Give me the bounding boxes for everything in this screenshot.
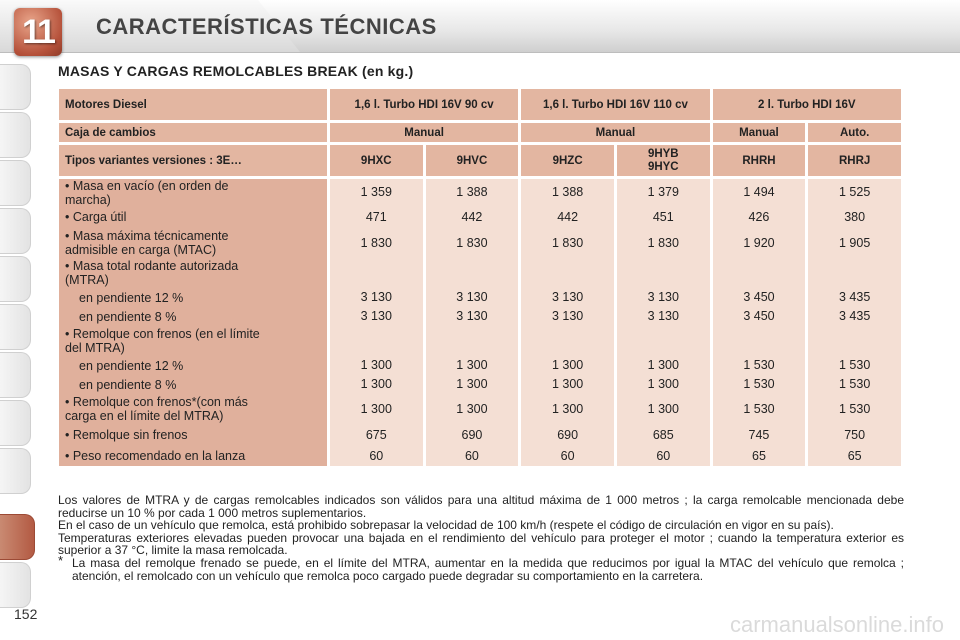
gearbox-header: Auto. (808, 123, 901, 142)
variant-header: 9HYB 9HYC (617, 145, 710, 176)
section-title: MASAS Y CARGAS REMOLCABLES BREAK (en kg.) (58, 63, 414, 79)
gearbox-header: Manual (330, 123, 518, 142)
values-column (521, 179, 614, 466)
engine-header: 1,6 l. Turbo HDI 16V 110 cv (521, 89, 709, 120)
engine-header: 1,6 l. Turbo HDI 16V 90 cv (330, 89, 518, 120)
cell-value: 1 530 (743, 358, 775, 372)
chapter-badge: 11 (14, 8, 62, 56)
note-paragraph: Temperaturas exteriores elevadas pueden provocar una bajada en el rendimiento del vehículo para proteger el motor ; cuando la temperatura exterior es superior a 37 °C, limite la masa remolcada. (58, 530, 904, 558)
cell-value: 1 300 (360, 402, 392, 416)
cell-value: 1 300 (360, 377, 392, 391)
variant-header: RHRJ (808, 145, 901, 176)
page-title: CARACTERÍSTICAS TÉCNICAS (96, 14, 437, 39)
cell-value: 1 905 (839, 236, 871, 250)
cell-value (814, 326, 895, 356)
variants-row (59, 145, 901, 176)
cell-value: 750 (844, 428, 866, 442)
cell-value: 1 388 (551, 185, 584, 199)
cell-value: 1 830 (360, 236, 392, 250)
cell-value: 3 435 (839, 309, 871, 323)
cell-value: 685 (652, 428, 674, 442)
variant-header: 9HXC (330, 145, 423, 176)
footnote-text: La masa del remolque frenado se puede, en el límite del MTRA, aumentar en la medida que reducimos por igual la MTAC del vehículo que remolca ; atención, el remolcado con un vehículo que remolca poco cargado puede degradar su comportamiento en la carretera. (72, 555, 904, 583)
values-column (426, 179, 519, 466)
row-label: en pendiente 12 % (79, 358, 184, 373)
note-paragraph: En el caso de un vehículo que remolca, está prohibido sobrepasar la velocidad de 100 km/h (respete el código de circulación en vigor en su país). (58, 518, 834, 533)
thumb-tab-active[interactable] (0, 514, 35, 560)
cell-value (719, 258, 800, 288)
cell-value: 3 130 (647, 309, 679, 323)
variants-label: Tipos variantes versiones : 3E… (59, 145, 327, 176)
cell-value: 3 435 (839, 290, 871, 304)
row-label: en pendiente 12 % (79, 290, 184, 305)
cell-value: 1 494 (743, 185, 775, 199)
cell-value: 3 450 (743, 309, 775, 323)
cell-value (623, 326, 704, 356)
row-label: en pendiente 8 % (79, 309, 177, 324)
cell-value: 1 300 (360, 358, 392, 372)
spec-table (56, 86, 904, 469)
cell-value: 3 130 (360, 290, 392, 304)
engine-row (59, 89, 901, 120)
row-label: en pendiente 8 % (79, 377, 177, 392)
row-labels-column (59, 179, 327, 466)
row-label: • Masa en vacío (en orden de marcha) (65, 178, 229, 207)
thumb-index (0, 60, 38, 620)
cell-value: 442 (557, 210, 579, 224)
cell-value: 1 300 (456, 377, 488, 391)
cell-value: 1 300 (551, 377, 584, 391)
row-label: • Peso recomendado en la lanza (65, 449, 246, 463)
cell-value: 1 530 (743, 402, 775, 416)
engine-label: Motores Diesel (59, 89, 327, 120)
notes (58, 494, 904, 582)
cell-value: 1 920 (743, 236, 775, 250)
gearbox-label: Caja de cambios (59, 123, 327, 142)
row-label: • Remolque sin frenos (65, 428, 188, 442)
cell-value: 675 (365, 428, 387, 442)
thumb-tab[interactable] (0, 562, 31, 608)
cell-value: 1 300 (456, 358, 488, 372)
thumb-tab[interactable] (0, 64, 31, 110)
cell-value (527, 326, 608, 356)
cell-value: 3 450 (743, 290, 775, 304)
cell-value: 690 (461, 428, 483, 442)
thumb-tab[interactable] (0, 208, 31, 254)
cell-value: 3 130 (647, 290, 679, 304)
cell-value: 3 130 (456, 290, 488, 304)
table-body (59, 179, 901, 466)
gearbox-row (59, 123, 901, 142)
thumb-tab[interactable] (0, 352, 31, 398)
values-column (617, 179, 710, 466)
engine-header: 2 l. Turbo HDI 16V (713, 89, 901, 120)
cell-value: 1 300 (647, 402, 679, 416)
cell-value: 1 525 (839, 185, 871, 199)
row-label: • Carga útil (65, 210, 127, 224)
cell-value: 1 530 (743, 377, 775, 391)
cell-value: 1 530 (839, 402, 871, 416)
cell-value: 471 (365, 210, 387, 224)
thumb-tab[interactable] (0, 448, 31, 494)
cell-value (814, 258, 895, 288)
cell-value: 1 530 (839, 358, 871, 372)
cell-value: 380 (844, 210, 866, 224)
cell-value: 690 (557, 428, 579, 442)
cell-value: 1 530 (839, 377, 871, 391)
cell-value: 1 359 (360, 185, 392, 199)
row-label: • Masa total rodante autorizada (MTRA) (65, 259, 239, 287)
cell-value: 1 388 (456, 185, 488, 199)
cell-value (432, 326, 513, 356)
thumb-tab[interactable] (0, 400, 31, 446)
thumb-tab[interactable] (0, 160, 31, 206)
watermark: carmanualsonline.info (729, 612, 944, 637)
cell-value: 1 830 (456, 236, 488, 250)
values-column (330, 179, 423, 466)
cell-value: 745 (748, 428, 770, 442)
cell-value: 60 (560, 449, 575, 463)
row-label: • Remolque con frenos (en el límite del MTRA) (65, 327, 260, 355)
cell-value: 1 300 (647, 358, 679, 372)
cell-value: 1 300 (647, 377, 679, 391)
variant-header: RHRH (713, 145, 806, 176)
cell-value: 3 130 (456, 309, 488, 323)
cell-value (336, 326, 417, 356)
cell-value: 426 (748, 210, 770, 224)
cell-value: 60 (464, 449, 479, 463)
cell-value: 3 130 (360, 309, 392, 323)
values-column (808, 179, 901, 466)
page-number: 152 (14, 606, 38, 622)
gearbox-header: Manual (713, 123, 806, 142)
thumb-tab[interactable] (0, 112, 31, 158)
row-label: • Remolque con frenos*(con más carga en el límite del MTRA) (65, 395, 248, 423)
cell-value: 3 130 (551, 309, 584, 323)
values-column (713, 179, 806, 466)
cell-value: 1 300 (551, 358, 584, 372)
cell-value: 1 830 (647, 236, 679, 250)
cell-value (719, 326, 800, 356)
cell-value: 442 (461, 210, 483, 224)
cell-value (527, 258, 608, 288)
variant-header: 9HZC (521, 145, 614, 176)
footnote (58, 552, 904, 583)
cell-value: 60 (369, 449, 384, 463)
cell-value: 60 (656, 449, 671, 463)
cell-value: 1 830 (551, 236, 584, 250)
cell-value: 3 130 (551, 290, 584, 304)
thumb-tab[interactable] (0, 304, 31, 350)
cell-value (336, 258, 417, 288)
cell-value (623, 258, 704, 288)
variant-header: 9HVC (426, 145, 519, 176)
cell-value: 65 (847, 449, 862, 463)
cell-value (432, 258, 513, 288)
cell-value: 65 (752, 449, 766, 463)
cell-value: 1 300 (551, 402, 584, 416)
cell-value: 1 379 (647, 185, 679, 199)
note-paragraph: Los valores de MTRA y de cargas remolcables indicados son válidos para una altitud máxima de 1 000 metros ; la carga remolcable mencionada debe reducirse un 10 % por cada 1 000 metros suplementarios. (58, 493, 904, 520)
cell-value: 451 (652, 210, 674, 224)
cell-value: 1 300 (456, 402, 488, 416)
footnote-mark: * (58, 552, 64, 568)
gearbox-header: Manual (521, 123, 709, 142)
row-label: • Masa máxima técnicamente admisible en carga (MTAC) (65, 229, 229, 257)
thumb-tab[interactable] (0, 256, 31, 302)
